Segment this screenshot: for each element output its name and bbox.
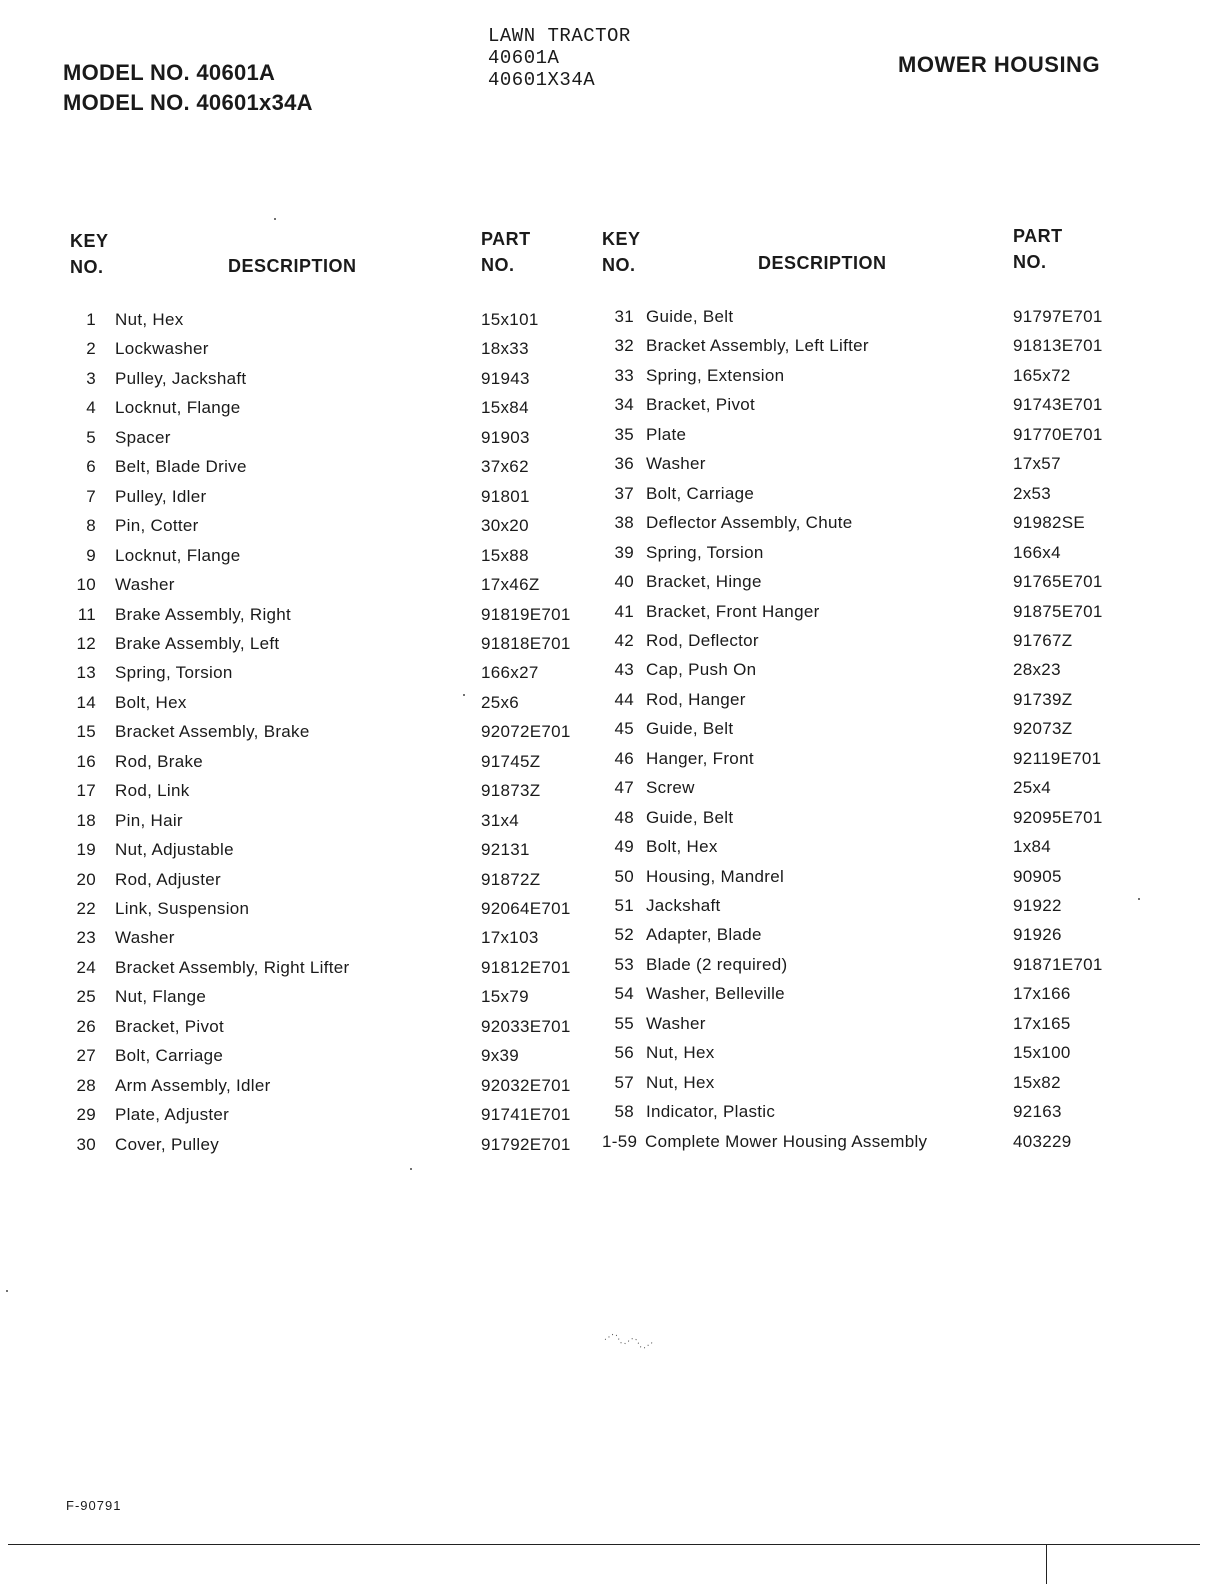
part-description: Nut, Hex — [115, 310, 184, 329]
part-number: 17x57 — [1013, 454, 1061, 474]
key-number: 51 — [614, 896, 634, 915]
part-description: Washer — [115, 575, 175, 595]
key-number: 20 — [76, 869, 96, 889]
part-number: 92064E701 — [481, 899, 571, 918]
part-number: 25x4 — [1013, 778, 1052, 798]
key-number: 53 — [614, 954, 634, 974]
part-number: 91982SE — [1013, 513, 1086, 533]
part-no-header — [481, 226, 531, 278]
part-number: 92095E701 — [1013, 807, 1103, 827]
key-number: 14 — [76, 692, 96, 712]
part-number: 91792E701 — [481, 1134, 571, 1154]
part-description: Pulley, Jackshaft — [115, 368, 247, 388]
key-number: 57 — [614, 1072, 634, 1092]
part-description: Housing, Mandrel — [646, 866, 785, 886]
part-number: 91922 — [1013, 896, 1062, 915]
part-number: 91743E701 — [1013, 395, 1103, 415]
part-description: Locknut, Flange — [115, 545, 241, 565]
part-number: 92032E701 — [481, 1075, 571, 1095]
part-description: Guide, Belt — [646, 719, 734, 739]
scan-speck — [6, 1290, 8, 1292]
part-number: 17x165 — [1013, 1013, 1071, 1033]
part-description: Pin, Hair — [115, 810, 183, 830]
key-no-header — [70, 228, 109, 280]
part-number: 1x84 — [1013, 837, 1052, 857]
part-number: 31x4 — [481, 810, 520, 830]
key-number: 12 — [76, 633, 96, 653]
part-number: 17x166 — [1013, 984, 1071, 1004]
part-description: Guide, Belt — [646, 307, 734, 326]
no-header-line: NO. — [1013, 252, 1047, 272]
part-description: Spring, Torsion — [115, 663, 233, 683]
tractor-info-block — [488, 25, 631, 91]
part-description: Pin, Cotter — [115, 516, 199, 536]
part-description: Belt, Blade Drive — [115, 457, 247, 477]
part-number: 403229 — [1013, 1131, 1072, 1151]
key-number: 1-59 — [602, 1131, 638, 1151]
key-number: 22 — [76, 899, 96, 918]
part-description: Rod, Brake — [115, 751, 204, 771]
key-number: 23 — [76, 928, 96, 948]
key-number: 13 — [76, 663, 96, 683]
key-number: 45 — [614, 719, 634, 739]
part-number: 91797E701 — [1013, 307, 1103, 326]
part-description: Rod, Deflector — [646, 630, 759, 650]
key-number: 19 — [76, 840, 96, 860]
part-number: 166x4 — [1013, 542, 1061, 562]
key-number: 48 — [614, 807, 634, 827]
part-number: 15x100 — [1013, 1043, 1071, 1063]
key-number: 8 — [86, 516, 96, 536]
key-number: 29 — [76, 1105, 96, 1125]
scan-speck — [463, 694, 465, 696]
part-number: 91872Z — [481, 869, 541, 889]
part-number: 92072E701 — [481, 722, 571, 742]
no-header-line: NO. — [481, 255, 515, 275]
part-number: 90905 — [1013, 866, 1062, 886]
key-number: 1 — [86, 310, 96, 329]
part-number: 91770E701 — [1013, 424, 1103, 444]
key-number: 4 — [86, 398, 96, 418]
part-number: 25x6 — [481, 692, 520, 712]
part-number: 91765E701 — [1013, 572, 1103, 592]
part-number: 91903 — [481, 427, 530, 447]
part-number: 17x103 — [481, 928, 539, 948]
key-header-line: KEY — [70, 231, 109, 251]
scan-speck — [274, 218, 276, 220]
section-title: MOWER HOUSING — [898, 52, 1101, 77]
scan-speck — [1138, 898, 1140, 900]
part-number: 91926 — [1013, 925, 1062, 945]
part-header-line: PART — [481, 229, 531, 249]
part-description: Bolt, Hex — [646, 837, 718, 857]
model-number-block — [63, 58, 313, 118]
part-number: 18x33 — [481, 339, 529, 359]
key-number: 36 — [614, 454, 634, 474]
scan-smudge: ⋰⋱⋰⋱⋰ — [603, 1330, 655, 1352]
part-description: Rod, Adjuster — [115, 869, 221, 889]
footer-code: F-90791 — [66, 1498, 122, 1513]
part-description: Hanger, Front — [646, 748, 754, 768]
key-number: 6 — [86, 457, 96, 477]
model-number-line: MODEL NO. 40601x34A — [63, 90, 313, 115]
part-description: Bracket, Hinge — [646, 572, 762, 592]
part-description: Indicator, Plastic — [646, 1102, 776, 1122]
part-number: 91767Z — [1013, 630, 1073, 650]
key-number: 41 — [614, 601, 634, 621]
description-header: DESCRIPTION — [228, 256, 357, 276]
part-number: 165x72 — [1013, 365, 1071, 385]
part-description: Locknut, Flange — [115, 398, 241, 418]
bottom-rule — [8, 1544, 1200, 1545]
key-number: 15 — [76, 722, 96, 742]
key-number: 49 — [614, 837, 634, 857]
part-description: Link, Suspension — [115, 899, 250, 918]
part-description: Lockwasher — [115, 339, 209, 359]
part-description: Bolt, Hex — [115, 692, 187, 712]
key-number: 16 — [76, 751, 96, 771]
key-number: 47 — [614, 778, 634, 798]
part-description: Complete Mower Housing Assembly — [645, 1131, 928, 1151]
part-number: 15x84 — [481, 398, 529, 418]
no-header-line: NO. — [602, 255, 636, 275]
no-header-line: NO. — [70, 257, 104, 277]
key-number: 18 — [76, 810, 96, 830]
part-description: Arm Assembly, Idler — [115, 1075, 271, 1095]
part-number: 166x27 — [481, 663, 539, 683]
key-number: 50 — [614, 866, 634, 886]
part-number: 92073Z — [1013, 719, 1073, 739]
part-description: Bracket, Front Hanger — [646, 601, 820, 621]
part-number: 91741E701 — [481, 1105, 571, 1125]
description-header: DESCRIPTION — [758, 253, 887, 273]
part-number: 15x79 — [481, 987, 529, 1007]
part-number: 91871E701 — [1013, 954, 1103, 974]
part-description: Rod, Link — [115, 781, 190, 801]
part-number: 91819E701 — [481, 604, 571, 624]
part-description: Guide, Belt — [646, 807, 734, 827]
key-number: 35 — [614, 424, 634, 444]
key-number: 37 — [614, 483, 634, 503]
part-description: Bracket Assembly, Brake — [115, 722, 310, 742]
part-number: 15x82 — [1013, 1072, 1061, 1092]
part-description: Spring, Torsion — [646, 542, 764, 562]
key-number: 40 — [614, 572, 634, 592]
part-description: Bolt, Carriage — [646, 483, 755, 503]
scan-speck — [410, 1168, 412, 1170]
part-number: 9x39 — [481, 1046, 520, 1066]
key-no-header — [602, 226, 641, 278]
part-description: Brake Assembly, Right — [115, 604, 292, 624]
key-number: 32 — [614, 336, 634, 356]
part-description: Cover, Pulley — [115, 1134, 220, 1154]
key-number: 34 — [614, 395, 634, 415]
part-description: Washer — [646, 454, 706, 474]
key-number: 2 — [86, 339, 96, 359]
bottom-tick — [1046, 1544, 1047, 1584]
key-number: 38 — [614, 513, 634, 533]
part-description: Plate — [646, 424, 687, 444]
part-description: Spacer — [115, 427, 171, 447]
key-number: 27 — [76, 1046, 96, 1066]
key-number: 5 — [86, 427, 96, 447]
key-number: 46 — [614, 748, 634, 768]
part-number: 17x46Z — [481, 575, 540, 595]
key-number: 7 — [86, 486, 96, 506]
part-description: Spring, Extension — [646, 365, 785, 385]
part-description: Screw — [646, 778, 695, 798]
tractor-model: 40601X34A — [488, 69, 596, 91]
part-description: Adapter, Blade — [646, 925, 762, 945]
part-number: 92163 — [1013, 1102, 1062, 1122]
part-description: Deflector Assembly, Chute — [646, 513, 853, 533]
key-number: 42 — [614, 630, 634, 650]
key-number: 17 — [76, 781, 96, 801]
part-number: 91818E701 — [481, 633, 571, 653]
part-description: Washer, Belleville — [646, 984, 785, 1004]
part-number: 28x23 — [1013, 660, 1061, 680]
key-number: 3 — [86, 368, 96, 388]
part-description: Bracket, Pivot — [115, 1016, 225, 1036]
part-number: 37x62 — [481, 457, 529, 477]
part-description: Nut, Flange — [115, 987, 207, 1007]
tractor-type: LAWN TRACTOR — [488, 25, 631, 47]
key-number: 55 — [614, 1013, 634, 1033]
part-description: Bracket Assembly, Left Lifter — [646, 336, 869, 356]
part-description: Washer — [646, 1013, 706, 1033]
part-description: Nut, Hex — [646, 1043, 715, 1063]
key-number: 39 — [614, 542, 634, 562]
model-number-line: MODEL NO. 40601A — [63, 60, 276, 85]
part-description: Bolt, Carriage — [115, 1046, 224, 1066]
key-number: 26 — [76, 1016, 96, 1036]
part-number: 92119E701 — [1013, 748, 1102, 768]
part-description: Rod, Hanger — [646, 689, 746, 709]
key-number: 25 — [76, 987, 96, 1007]
part-number: 15x88 — [481, 545, 529, 565]
key-number: 58 — [614, 1102, 634, 1122]
part-description: Cap, Push On — [646, 660, 757, 680]
part-number: 91813E701 — [1013, 336, 1103, 356]
part-description: Nut, Adjustable — [115, 840, 234, 860]
part-description: Bracket, Pivot — [646, 395, 756, 415]
part-description: Bracket Assembly, Right Lifter — [115, 957, 350, 977]
key-number: 31 — [614, 307, 634, 326]
part-description: Washer — [115, 928, 175, 948]
key-number: 56 — [614, 1043, 634, 1063]
part-description: Blade (2 required) — [646, 954, 788, 974]
key-number: 54 — [614, 984, 634, 1004]
tractor-model: 40601A — [488, 47, 560, 69]
part-description: Pulley, Idler — [115, 486, 207, 506]
part-number: 91745Z — [481, 751, 541, 771]
key-number: 24 — [76, 957, 96, 977]
part-number: 91873Z — [481, 781, 541, 801]
key-number: 11 — [77, 604, 96, 624]
key-header-line: KEY — [602, 229, 641, 249]
part-number: 92033E701 — [481, 1016, 571, 1036]
key-number: 43 — [614, 660, 634, 680]
part-number: 91875E701 — [1013, 601, 1103, 621]
key-number: 9 — [86, 545, 96, 565]
part-number: 92131 — [481, 840, 530, 860]
part-description: Nut, Hex — [646, 1072, 715, 1092]
part-description: Brake Assembly, Left — [115, 633, 280, 653]
part-number: 91801 — [481, 486, 530, 506]
part-number: 2x53 — [1013, 483, 1052, 503]
part-no-header — [1013, 223, 1063, 275]
part-description: Jackshaft — [646, 896, 721, 915]
key-number: 30 — [76, 1134, 96, 1154]
part-number: 91943 — [481, 368, 530, 388]
part-number: 91739Z — [1013, 689, 1073, 709]
key-number: 28 — [76, 1075, 96, 1095]
part-description: Plate, Adjuster — [115, 1105, 230, 1125]
key-number: 33 — [614, 365, 634, 385]
part-header-line: PART — [1013, 226, 1063, 246]
part-number: 30x20 — [481, 516, 529, 536]
key-number: 10 — [76, 575, 96, 595]
part-number: 91812E701 — [481, 957, 571, 977]
part-number: 15x101 — [481, 310, 539, 329]
key-number: 44 — [614, 689, 634, 709]
key-number: 52 — [614, 925, 634, 945]
